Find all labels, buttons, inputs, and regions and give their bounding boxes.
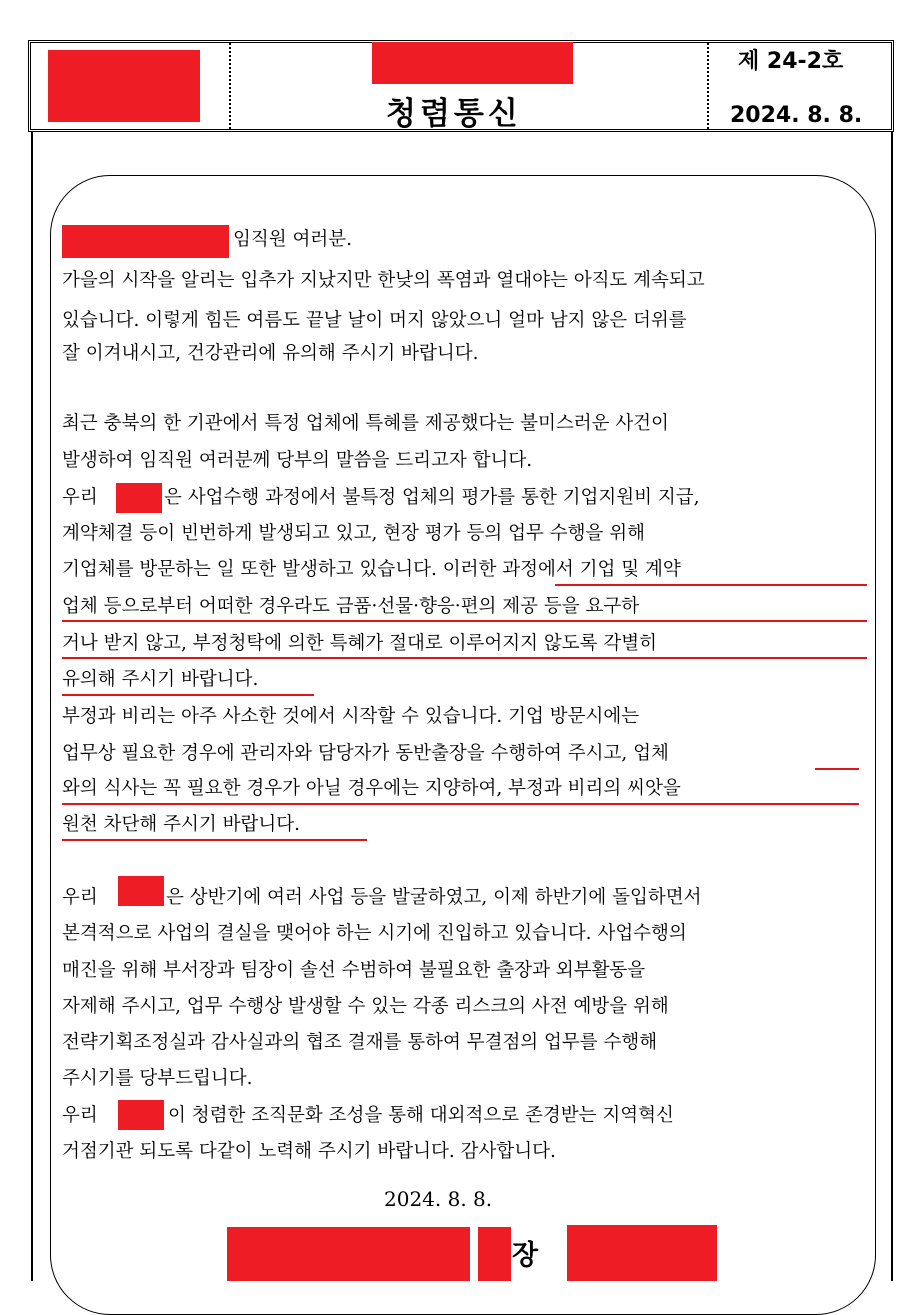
body-line: 유의해 주시기 바랍니다.: [62, 669, 259, 690]
body-line: 기업체를 방문하는 일 또한 발생하고 있습니다. 이러한 과정에서 기업 및 계약: [62, 559, 681, 580]
body-line: 업체 등으로부터 어떠한 경우라도 금품·선물·향응·편의 제공 등을 요구하: [62, 596, 640, 617]
page-border-right: [891, 132, 893, 1281]
body-line: 거점기관 되도록 다같이 노력해 주시기 바랍니다. 감사합니다.: [62, 1141, 556, 1162]
body-line: 본격적으로 사업의 결실을 맺어야 하는 시기에 진입하고 있습니다. 사업수행의: [62, 923, 687, 944]
signature-title-suffix: 장: [512, 1240, 539, 1271]
emphasis-underline: [62, 803, 859, 805]
emphasis-underline: [62, 839, 367, 841]
body-line: 매진을 위해 부서장과 팀장이 솔선 수범하여 불필요한 출장과 외부활동을: [62, 960, 646, 981]
body-line: 업무상 필요한 경우에 관리자와 담당자가 동반출장을 수행하여 주시고, 업체: [62, 743, 669, 764]
issue-number: 제 24-2호: [738, 49, 844, 74]
body-line: 있습니다. 이렇게 힘든 여름도 끝날 날이 머지 않았으니 얼마 남지 않은 더위를: [62, 310, 687, 331]
redacted-org-name: [116, 483, 162, 513]
issue-date: 2024. 8. 8.: [730, 103, 863, 128]
redacted-org-name: [372, 42, 573, 84]
greeting: 임직원 여러분.: [233, 229, 352, 250]
emphasis-underline: [555, 584, 867, 586]
body-line: 은 상반기에 여러 사업 등을 발굴하였고, 이제 하반기에 돌입하면서: [166, 887, 702, 908]
header-divider: [707, 43, 709, 129]
redacted-title: [478, 1227, 511, 1281]
body-line: 우리: [62, 887, 98, 908]
body-line: 원천 차단해 주시기 바랍니다.: [62, 814, 300, 835]
redacted-org-name: [118, 1100, 164, 1130]
body-line: 거나 받지 않고, 부정청탁에 의한 특혜가 절대로 이루어지지 않도록 각별히: [62, 633, 657, 654]
redacted-org-name: [118, 876, 164, 906]
body-line: 발생하여 임직원 여러분께 당부의 말씀을 드리고자 합니다.: [62, 450, 533, 471]
emphasis-underline: [62, 620, 867, 622]
body-line: 주시기를 당부드립니다.: [62, 1068, 253, 1089]
header-divider: [229, 43, 231, 129]
redacted-org-name: [227, 1227, 470, 1281]
body-line: 와의 식사는 꼭 필요한 경우가 아닐 경우에는 지양하여, 부정과 비리의 씨앗을: [62, 778, 681, 799]
page-border-left: [31, 132, 33, 1281]
emphasis-underline: [815, 768, 859, 770]
body-line: 은 사업수행 과정에서 불특정 업체의 평가를 통한 기업지원비 지급,: [164, 487, 700, 508]
newsletter-title: 청렴통신: [386, 96, 522, 132]
body-line: 가을의 시작을 알리는 입추가 지났지만 한낮의 폭염과 열대야는 아직도 계속되고: [62, 270, 705, 291]
body-line: 우리: [62, 487, 98, 508]
redacted-org-name: [62, 225, 229, 258]
body-line: 최근 충북의 한 기관에서 특정 업체에 특혜를 제공했다는 불미스러운 사건이: [62, 413, 669, 434]
body-line: 전략기획조정실과 감사실과의 협조 결재를 통하여 무결점의 업무를 수행해: [62, 1032, 658, 1053]
emphasis-underline: [62, 657, 867, 659]
body-line: 계약체결 등이 빈번하게 발생되고 있고, 현장 평가 등의 업무 수행을 위해: [62, 523, 645, 544]
closing-date: 2024. 8. 8.: [384, 1187, 493, 1211]
body-line: 우리: [62, 1105, 98, 1126]
emphasis-underline: [62, 694, 314, 696]
body-line: 부정과 비리는 아주 사소한 것에서 시작할 수 있습니다. 기업 방문시에는: [62, 706, 640, 727]
body-line: 잘 이겨내시고, 건강관리에 유의해 주시기 바랍니다.: [62, 343, 479, 364]
body-line: 자제해 주시고, 업무 수행상 발생할 수 있는 각종 리스크의 사전 예방을 위해: [62, 996, 669, 1017]
redacted-signer-name: [567, 1225, 717, 1281]
body-line: 이 청렴한 조직문화 조성을 통해 대외적으로 존경받는 지역혁신: [168, 1105, 674, 1126]
redacted-logo: [48, 50, 200, 122]
